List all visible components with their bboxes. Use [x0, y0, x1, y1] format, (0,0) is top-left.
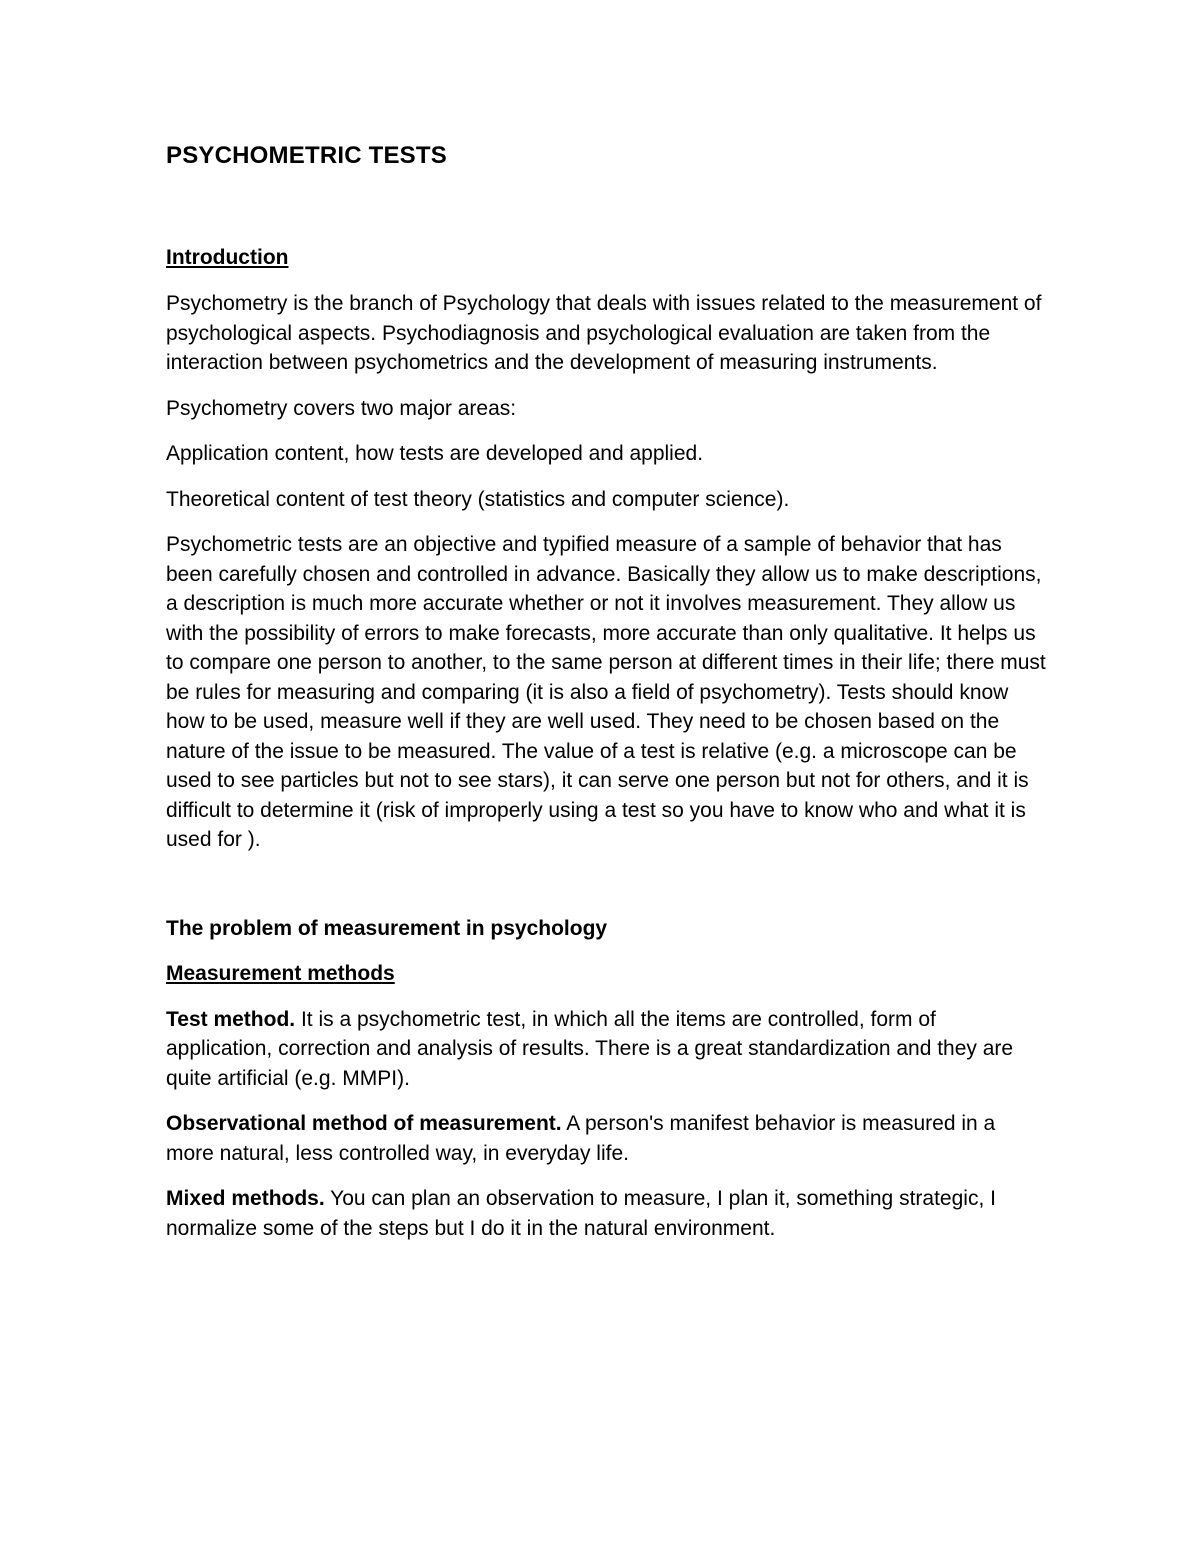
document-title: PSYCHOMETRIC TESTS	[166, 142, 447, 169]
spacer	[166, 423, 1046, 439]
paragraph-intro-2: Psychometry covers two major areas:	[166, 396, 517, 420]
document-page	[166, 140, 1046, 1243]
paragraph-intro-3: Application content, how tests are developed and applied.	[166, 442, 704, 465]
method-text: A person's manifest behavior is measured in a more natural, less controlled way, in everyday life.	[166, 1112, 996, 1165]
spacer	[166, 855, 1046, 915]
spacer	[166, 378, 1046, 394]
spacer	[166, 1093, 1046, 1109]
spacer	[166, 988, 1046, 1005]
method-paragraph-observational	[166, 1109, 1046, 1168]
spacer	[166, 272, 1046, 289]
section-heading-methods: Measurement methods	[166, 961, 395, 985]
spacer	[166, 1168, 1046, 1184]
section-heading-problem: The problem of measurement in psychology	[166, 916, 608, 940]
spacer	[166, 469, 1046, 485]
spacer	[166, 514, 1046, 530]
method-text: It is a psychometric test, in which all the items are controlled, form of application, correction and analysis of results. There is a great standardization and they are quite artificial (e.g. MMPI).	[166, 1007, 1014, 1090]
method-term: Mixed methods.	[166, 1187, 325, 1210]
method-paragraph-test	[166, 1005, 1046, 1094]
method-text: You can plan an observation to measure, I plan it, something strategic, I normalize some of the steps but I do it in the natural environment.	[166, 1187, 996, 1240]
method-term: Test method.	[166, 1007, 296, 1031]
method-paragraph-mixed	[166, 1184, 1046, 1243]
paragraph-intro-1: Psychometry is the branch of Psychology that deals with issues related to the measurement of psychological aspects. Psychodiagnosis and psychological evaluation are taken from the interaction between psychometrics and the development of measuring instruments.	[166, 292, 1042, 374]
method-term: Observational method of measurement.	[166, 1112, 562, 1135]
paragraph-intro-4: Theoretical content of test theory (statistics and computer science).	[166, 487, 790, 511]
section-heading-introduction: Introduction	[166, 246, 289, 269]
paragraph-intro-5: Psychometric tests are an objective and typified measure of a sample of behavior that has been carefully chosen and controlled in advance. Basically they allow us to make descriptions, a description is much more accurate whether or not it involves measurement. They allow us with the possibility of errors to make forecasts, more accurate than only qualitative. It helps us to compare one person to another, to the same person at different times in their life; there must be rules for measuring and comparing (it is also a field of psychometry). Tests should know how to be used, measure well if they are well used. They need to be chosen based on the nature of the issue to be measured. The value of a test is relative (e.g. a microscope can be used to see particles but not to see stars), it can serve one person but not for others, and it is difficult to determine it (risk of improperly using a test so you have to know who and what it is used for ).	[166, 533, 1046, 851]
spacer	[166, 943, 1046, 960]
spacer	[166, 172, 1046, 244]
